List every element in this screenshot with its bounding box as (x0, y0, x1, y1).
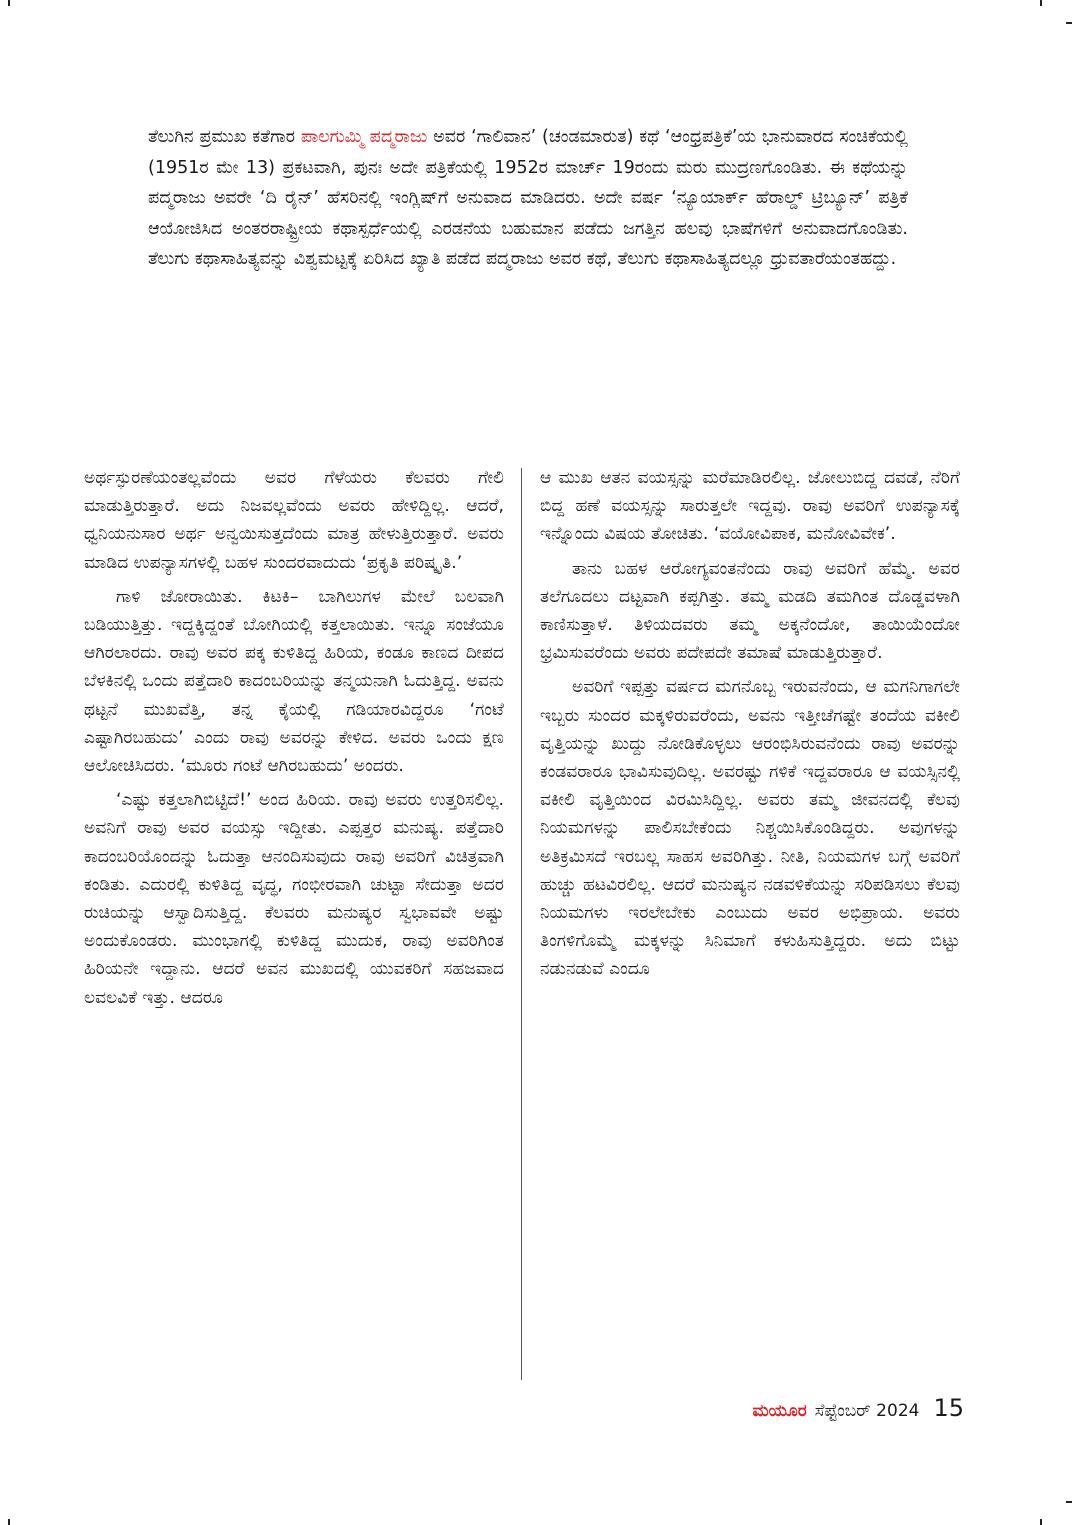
crop-mark (8, 0, 10, 6)
crop-mark (1040, 0, 1042, 6)
author-name: ಪಾಲಗುಮ್ಮಿ ಪದ್ಮರಾಜು (300, 127, 428, 147)
crop-mark (1040, 1519, 1042, 1525)
right-paragraph-3: ಅವರಿಗೆ ಇಪ್ಪತ್ತು ವರ್ಷದ ಮಗನೊಬ್ಬ ಇರುವನೆಂದು, ಆ ಮಗನಿಗಾಗಲೇ ಇಬ್ಬರು ಸುಂದರ ಮಕ್ಕಳಿರುವರೆಂದು, ಅವನು ಇತ್ತೀಚೆಗಷ್ಟೇ ತಂದೆಯ ವಕೀಲಿ ವೃತ್ತಿಯನ್ನು ಖುದ್ದು ನೋಡಿಕೊಳ್ಳಲು ಆರಂಭಿಸಿರುವನೆಂದು ರಾವು ಅವರನ್ನು ಕಂಡವರಾರೂ ಭಾವಿಸುವುದಿಲ್ಲ. ಅವರಷ್ಟು ಗಳಿಕೆ ಇದ್ದವರಾರೂ ಆ ವಯಸ್ಸಿನಲ್ಲಿ ವಕೀಲಿ ವೃತ್ತಿಯಿಂದ ವಿರಮಿಸಿದ್ದಿಲ್ಲ. ಅವರು ತಮ್ಮ ಜೀವನದಲ್ಲಿ ಕೆಲವು ನಿಯಮಗಳನ್ನು ಪಾಲಿಸಬೇಕೆಂದು ನಿಶ್ಚಯಿಸಿಕೊಂಡಿದ್ದರು. ಅವುಗಳನ್ನು ಅತಿಕ್ರಮಿಸದೆ ಇರಬಲ್ಲ ಸಾಹಸ ಅವರಿಗಿತ್ತು. ನೀತಿ, ನಿಯಮಗಳ ಬಗ್ಗೆ ಅವರಿಗೆ ಹುಚ್ಚು ಹಟವಿರಲಿಲ್ಲ. ಆದರೆ ಮನುಷ್ಯನ ನಡವಳಿಕೆಯನ್ನು ಸರಿಪಡಿಸಲು ಕೆಲವು ನಿಯಮಗಳು ಇರಲೇಬೇಕು ಎಂಬುದು ಅವರ ಅಭಿಪ್ರಾಯ. ಅವರು ತಿಂಗಳಿಗೊಮ್ಮೆ ಮಕ್ಕಳನ್ನು ಸಿನಿಮಾಗೆ ಕಳುಹಿಸುತ್ತಿದ್ದರು. ಅದು ಬಿಟ್ಟು ನಡುನಡುವೆ ಎಂದೂ (540, 677, 960, 980)
column-divider (521, 468, 522, 1380)
left-column (84, 464, 504, 1012)
crop-mark (1066, 22, 1072, 24)
page-footer (753, 1394, 964, 1422)
intro-paragraph (148, 122, 908, 275)
right-paragraph-1: ಆ ಮುಖ ಆತನ ವಯಸ್ಸನ್ನು ಮರೆಮಾಡಿರಲಿಲ್ಲ. ಜೋಲುಬಿದ್ದ ದವಡೆ, ನೆರಿಗೆ ಬಿದ್ದ ಹಣೆ ವಯಸ್ಸನ್ನು ಸಾರುತ್ತಲೇ ಇದ್ದವು. ರಾವು ಅವರಿಗೆ ಉಪನ್ಯಾಸಕ್ಕೆ ಇನ್ನೊಂದು ವಿಷಯ ತೋಚಿತು. ‘ವಯೋವಿಪಾಕ, ಮನೋವಿವೇಕ’. (540, 468, 960, 545)
crop-mark (1066, 1501, 1072, 1503)
page-number: 15 (933, 1394, 964, 1422)
left-paragraph-1: ಅರ್ಥಸ್ಫುರಣೆಯಂತಲ್ಲವೆಂದು ಅವರ ಗೆಳೆಯರು ಕೆಲವರು ಗೇಲಿ ಮಾಡುತ್ತಿರುತ್ತಾರೆ. ಅದು ನಿಜವಲ್ಲವೆಂದು ಅವರು ಹೇಳಿದ್ದಿಲ್ಲ. ಆದರೆ, ಧ್ವನಿಯನುಸಾರ ಅರ್ಥ ಅನ್ವಯಿಸುತ್ತದೆಂದು ಮಾತ್ರ ಹೇಳುತ್ತಿರುತ್ತಾರೆ. ಅವರು ಮಾಡಿದ ಉಪನ್ಯಾಸಗಳಲ್ಲಿ ಬಹಳ ಸುಂದರವಾದುದು ‘ಪ್ರಕೃತಿ ಪರಿಷ್ಕೃತಿ.’ (84, 468, 504, 573)
crop-mark (8, 1519, 10, 1525)
right-paragraph-2: ತಾನು ಬಹಳ ಆರೋಗ್ಯವಂತನೆಂದು ರಾವು ಅವರಿಗೆ ಹೆಮ್ಮೆ. ಅವರ ತಲೆಗೂದಲು ದಟ್ಟವಾಗಿ ಕಪ್ಪಗಿತ್ತು. ತಮ್ಮ ಮಡದಿ ತಮಗಿಂತ ದೊಡ್ಡವಳಾಗಿ ಕಾಣಿಸುತ್ತಾಳೆ. ತಿಳಿಯದವರು ತಮ್ಮ ಅಕ್ಕನೆಂದೋ, ತಾಯಿಯೆಂದೋ ಭ್ರಮಿಸುವರೆಂದು ಅವರು ಪದೇಪದೇ ತಮಾಷೆ ಮಾಡುತ್ತಿರುತ್ತಾರೆ. (540, 558, 960, 664)
right-column (540, 464, 960, 984)
magazine-logo: ಮಯೂರ (752, 1401, 807, 1421)
intro-pre: ತೆಲುಗಿನ ಪ್ರಮುಖ ಕತೆಗಾರ (148, 127, 301, 147)
left-paragraph-3: ‘ಎಷ್ಟು ಕತ್ತಲಾಗಿಬಿಟ್ಟಿದೆ!’ ಅಂದ ಹಿರಿಯ. ರಾವು ಅವರು ಉತ್ತರಿಸಲಿಲ್ಲ. ಅವನಿಗೆ ರಾವು ಅವರ ವಯಸ್ಸು ಇದ್ದೀತು. ಎಪ್ಪತ್ತರ ಮನುಷ್ಯ. ಪತ್ತೆದಾರಿ ಕಾದಂಬರಿಯೊಂದನ್ನು ಓದುತ್ತಾ ಆನಂದಿಸುವುದು ರಾವು ಅವರಿಗೆ ವಿಚಿತ್ರವಾಗಿ ಕಂಡಿತು. ಎದುರಲ್ಲಿ ಕುಳಿತಿದ್ದ ವೃದ್ಧ, ಗಂಭೀರವಾಗಿ ಚುಟ್ಟಾ ಸೇದುತ್ತಾ ಅದರ ರುಚಿಯನ್ನು ಆಸ್ವಾದಿಸುತ್ತಿದ್ದ. ಕೆಲವರು ಮನುಷ್ಯರ ಸ್ವಭಾವವೇ ಅಷ್ಟು ಅಂದುಕೊಂಡರು. ಮುಂಭಾಗಲ್ಲಿ ಕುಳಿತಿದ್ದ ಮುದುಕ, ರಾವು ಅವರಿಗಿಂತ ಹಿರಿಯನೇ ಇದ್ದಾನು. ಆದರೆ ಅವನ ಮುಖದಲ್ಲಿ ಯುವಕರಿಗೆ ಸಹಜವಾದ ಲವಲವಿಕೆ ಇತ್ತು. ಆದರೂ (84, 790, 504, 1008)
intro-post: ಅವರ ‘ಗಾಲಿವಾನ’ (ಚಂಡಮಾರುತ) ಕಥೆ ‘ಆಂಧ್ರಪತ್ರಿಕೆ’ಯ ಭಾನುವಾರದ ಸಂಚಿಕೆಯಲ್ಲಿ (1951ರ ಮೇ 13) ಪ್ರಕಟವಾಗಿ, ಪುನಃ ಅದೇ ಪತ್ರಿಕೆಯಲ್ಲಿ 1952ರ ಮಾರ್ಚ್ 19ರಂದು ಮರು ಮುದ್ರಣಗೊಂಡಿತು. ಈ ಕಥೆಯನ್ನು ಪದ್ಮರಾಜು ಅವರೇ ‘ದಿ ರೈನ್’ ಹೆಸರಿನಲ್ಲಿ ಇಂಗ್ಲಿಷ್‌ಗೆ ಅನುವಾದ ಮಾಡಿದರು. ಅದೇ ವರ್ಷ ‘ನ್ಯೂಯಾರ್ಕ್ ಹೆರಾಲ್ಡ್ ಟ್ರಿಬ್ಯೂನ್’ ಪತ್ರಿಕೆ ಆಯೋಜಿಸಿದ ಅಂತರರಾಷ್ಟ್ರೀಯ ಕಥಾಸ್ಪರ್ಧೆಯಲ್ಲಿ ಎರಡನೆಯ ಬಹುಮಾನ ಪಡೆದು ಜಗತ್ತಿನ ಹಲವು ಭಾಷೆಗಳಿಗೆ ಅನುವಾದಗೊಂಡಿತು. ತೆಲುಗು ಕಥಾಸಾಹಿತ್ಯವನ್ನು ವಿಶ್ವಮಟ್ಟಕ್ಕೆ ಏರಿಸಿದ ಖ್ಯಾತಿ ಪಡೆದ ಪದ್ಮರಾಜು ಅವರ ಕಥೆ, ತೆಲುಗು ಕಥಾಸಾಹಿತ್ಯದಲ್ಲೂ ಧ್ರುವತಾರೆಯಂತಹದ್ದು. (148, 127, 908, 269)
issue-date: ಸೆಪ್ಟೆಂಬರ್ 2024 (814, 1401, 920, 1421)
left-paragraph-2: ಗಾಳಿ ಜೋರಾಯಿತು. ಕಿಟಕಿ– ಬಾಗಿಲುಗಳ ಮೇಲೆ ಬಲವಾಗಿ ಬಡಿಯುತ್ತಿತ್ತು. ಇದ್ದಕ್ಕಿದ್ದಂತೆ ಬೋಗಿಯಲ್ಲಿ ಕತ್ತಲಾಯಿತು. ಇನ್ನೂ ಸಂಜೆಯೂ ಆಗಿರಲಾರದು. ರಾವು ಅವರ ಪಕ್ಕ ಕುಳಿತಿದ್ದ ಹಿರಿಯ, ಕಂಡೂ ಕಾಣದ ದೀಪದ ಬೆಳಕಿನಲ್ಲಿ ಒಂದು ಪತ್ತೆದಾರಿ ಕಾದಂಬರಿಯನ್ನು ತನ್ಮಯನಾಗಿ ಓದುತ್ತಿದ್ದ. ಅವನು ಥಟ್ಟನೆ ಮುಖವೆತ್ತಿ, ತನ್ನ ಕೈಯಲ್ಲಿ ಗಡಿಯಾರವಿದ್ದರೂ ‘ಗಂಟೆ ಎಷ್ಟಾಗಿರಬಹುದು’ ಎಂದು ರಾವು ಅವರನ್ನು ಕೇಳಿದ. ಅವರು ಒಂದು ಕ್ಷಣ ಆಲೋಚಿಸಿದರು. ‘ಮೂರು ಗಂಟೆ ಆಗಿರಬಹುದು’ ಅಂದರು. (84, 586, 504, 777)
